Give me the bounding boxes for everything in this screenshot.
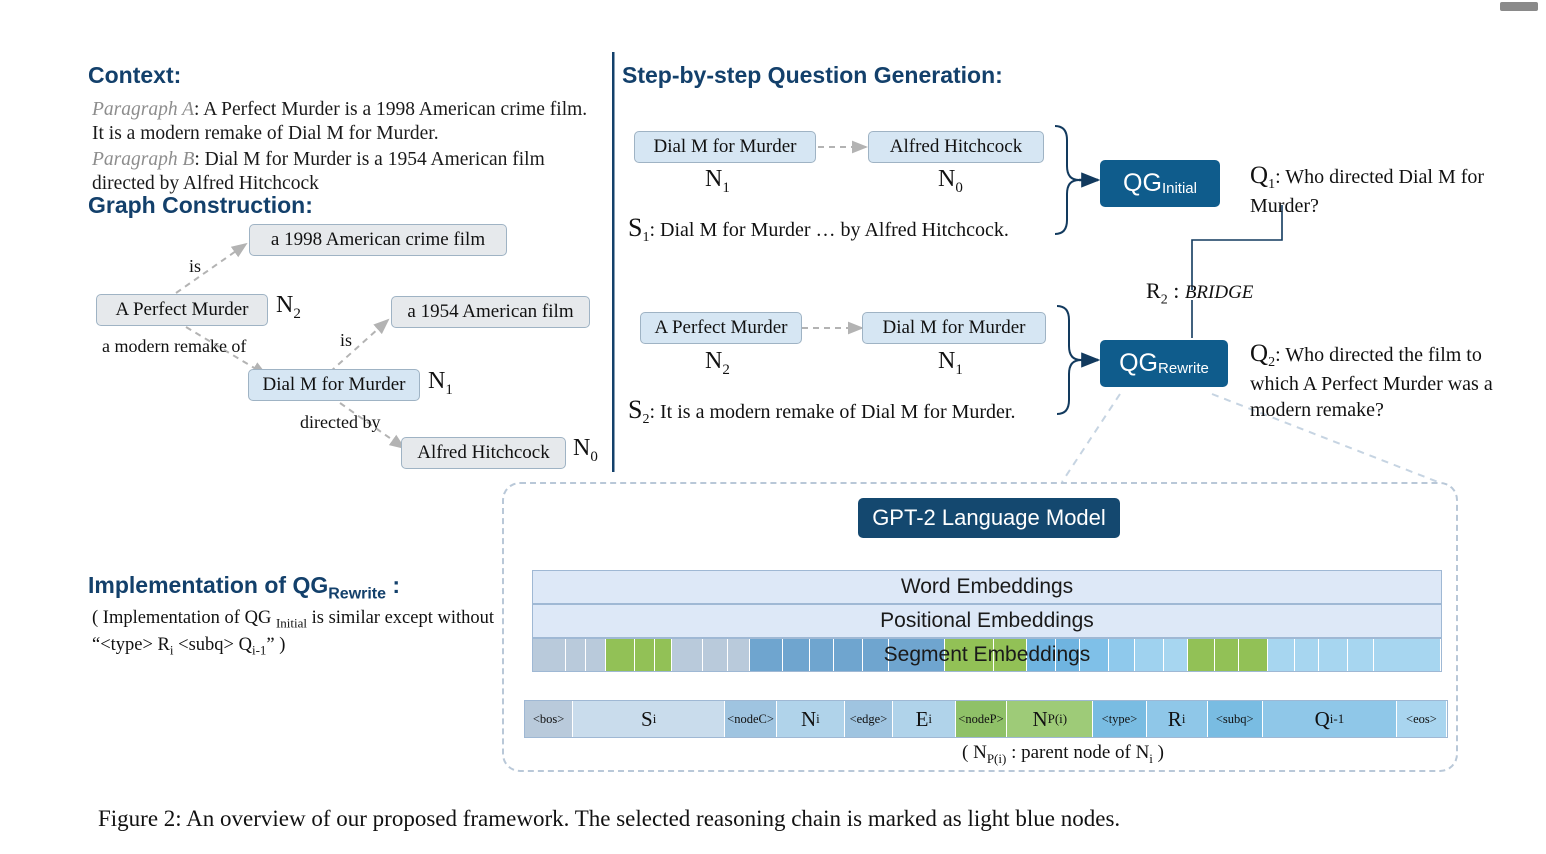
- token-cell: Q i-1: [1263, 701, 1397, 737]
- token-cell: <type>: [1093, 701, 1147, 737]
- word-embeddings-row: Word Embeddings: [532, 570, 1442, 604]
- graph-construction-heading: Graph Construction:: [88, 192, 313, 218]
- graph-node-1998-film: a 1998 American crime film: [249, 224, 507, 256]
- qg-rewrite-name: QG: [1119, 349, 1159, 377]
- paragraph-a-text: : A Perfect Murder is a 1998 American crime film. It is a modern remake of Dial M for Murder.: [92, 99, 588, 144]
- graph-node-dial-m: Dial M for Murder: [248, 369, 420, 401]
- paragraph-b-text: : Dial M for Murder is a 1954 American film directed by Alfred Hitchcock: [92, 149, 545, 194]
- graph-node-label-n2: $N_2$: [276, 292, 301, 322]
- relation-label-r2: $R_2$ : BRIDGE: [1146, 278, 1254, 308]
- context-paragraph-b: [92, 148, 597, 196]
- implementation-heading: Implementation of $QG_{Rewrite}$ :: [88, 572, 401, 603]
- token-cell: S i: [573, 701, 725, 737]
- step2-right-node-label: $N_1$: [938, 348, 963, 378]
- graph-edge-label-is-1: is: [189, 256, 202, 276]
- paragraph-a-tag: Paragraph A: [92, 99, 195, 120]
- step2-right-node: Dial M for Murder: [862, 312, 1046, 344]
- paragraph-b-tag: Paragraph B: [92, 149, 195, 170]
- corner-nub: [1500, 2, 1538, 11]
- token-cell: <bos>: [525, 701, 573, 737]
- graph-node-label-n0: $N_0$: [573, 435, 598, 465]
- qg-initial-name: QG: [1123, 169, 1162, 197]
- token-cell: N i: [777, 701, 845, 737]
- graph-node-a-perfect-murder: A Perfect Murder: [96, 294, 268, 326]
- token-cell: <edge>: [845, 701, 893, 737]
- positional-embeddings-row: Positional Embeddings: [532, 604, 1442, 638]
- graph-edge-label-is-2: is: [340, 330, 353, 350]
- graph-node-label-n1: $N_1$: [428, 368, 453, 398]
- token-row: [524, 700, 1448, 738]
- step1-right-node: Alfred Hitchcock: [868, 131, 1044, 163]
- segment-embeddings-label: Segment Embeddings: [883, 643, 1091, 666]
- step1-sentence: $S_1$: Dial M for Murder … by Alfred Hitchcock.: [628, 213, 1009, 245]
- token-cell: <subq>: [1208, 701, 1263, 737]
- qg-rewrite-sub: Rewrite: [1158, 360, 1209, 377]
- step2-sentence: $S_2$: It is a modern remake of Dial M for Murder.: [628, 395, 1016, 427]
- token-cell: <nodeP>: [956, 701, 1008, 737]
- qg-initial-sub: Initial: [1161, 180, 1197, 197]
- segment-embeddings-label-wrap: [532, 638, 1442, 672]
- token-cell: <nodeC>: [725, 701, 777, 737]
- qg-initial-box[interactable]: [1100, 160, 1220, 207]
- parent-node-note: ( $N_{P(i)}$ : parent node of $N_i$ ): [962, 742, 1164, 766]
- step2-left-node: A Perfect Murder: [640, 312, 802, 344]
- step1-right-node-label: $N_0$: [938, 166, 963, 196]
- step1-left-node-label: $N_1$: [705, 166, 730, 196]
- token-cell: R i: [1147, 701, 1208, 737]
- graph-node-1954-film: a 1954 American film: [391, 296, 590, 328]
- graph-edge-label-directed-by: directed by: [300, 412, 381, 432]
- context-paragraph-a: [92, 98, 597, 146]
- token-cell: E i: [893, 701, 956, 737]
- token-cell: <eos>: [1397, 701, 1447, 737]
- question-2: $Q_2$: Who directed the film to which A Perfect Murder was a modern remake?: [1250, 340, 1493, 421]
- implementation-note: ( Implementation of QG $_{Initial}$ is similar except without “<type> $R_i$ <subq> $Q_{i-1}$” ): [92, 608, 495, 658]
- graph-node-alfred-hitchcock: Alfred Hitchcock: [401, 437, 566, 469]
- gpt2-language-model-box[interactable]: GPT-2 Language Model: [858, 498, 1120, 538]
- token-cell: N P(i): [1007, 701, 1093, 737]
- steps-heading: Step-by-step Question Generation:: [622, 62, 1003, 88]
- step1-left-node: Dial M for Murder: [634, 131, 816, 163]
- graph-edge-label-remake: a modern remake of: [102, 336, 247, 356]
- step2-left-node-label: $N_2$: [705, 348, 730, 378]
- question-1: $Q_1$: Who directed Dial M for Murder?: [1250, 162, 1485, 217]
- context-heading: Context:: [88, 62, 182, 88]
- figure-caption: Figure 2: An overview of our proposed framework. The selected reasoning chain is marked as light blue nodes.: [98, 806, 1121, 831]
- qg-rewrite-box[interactable]: [1100, 340, 1228, 387]
